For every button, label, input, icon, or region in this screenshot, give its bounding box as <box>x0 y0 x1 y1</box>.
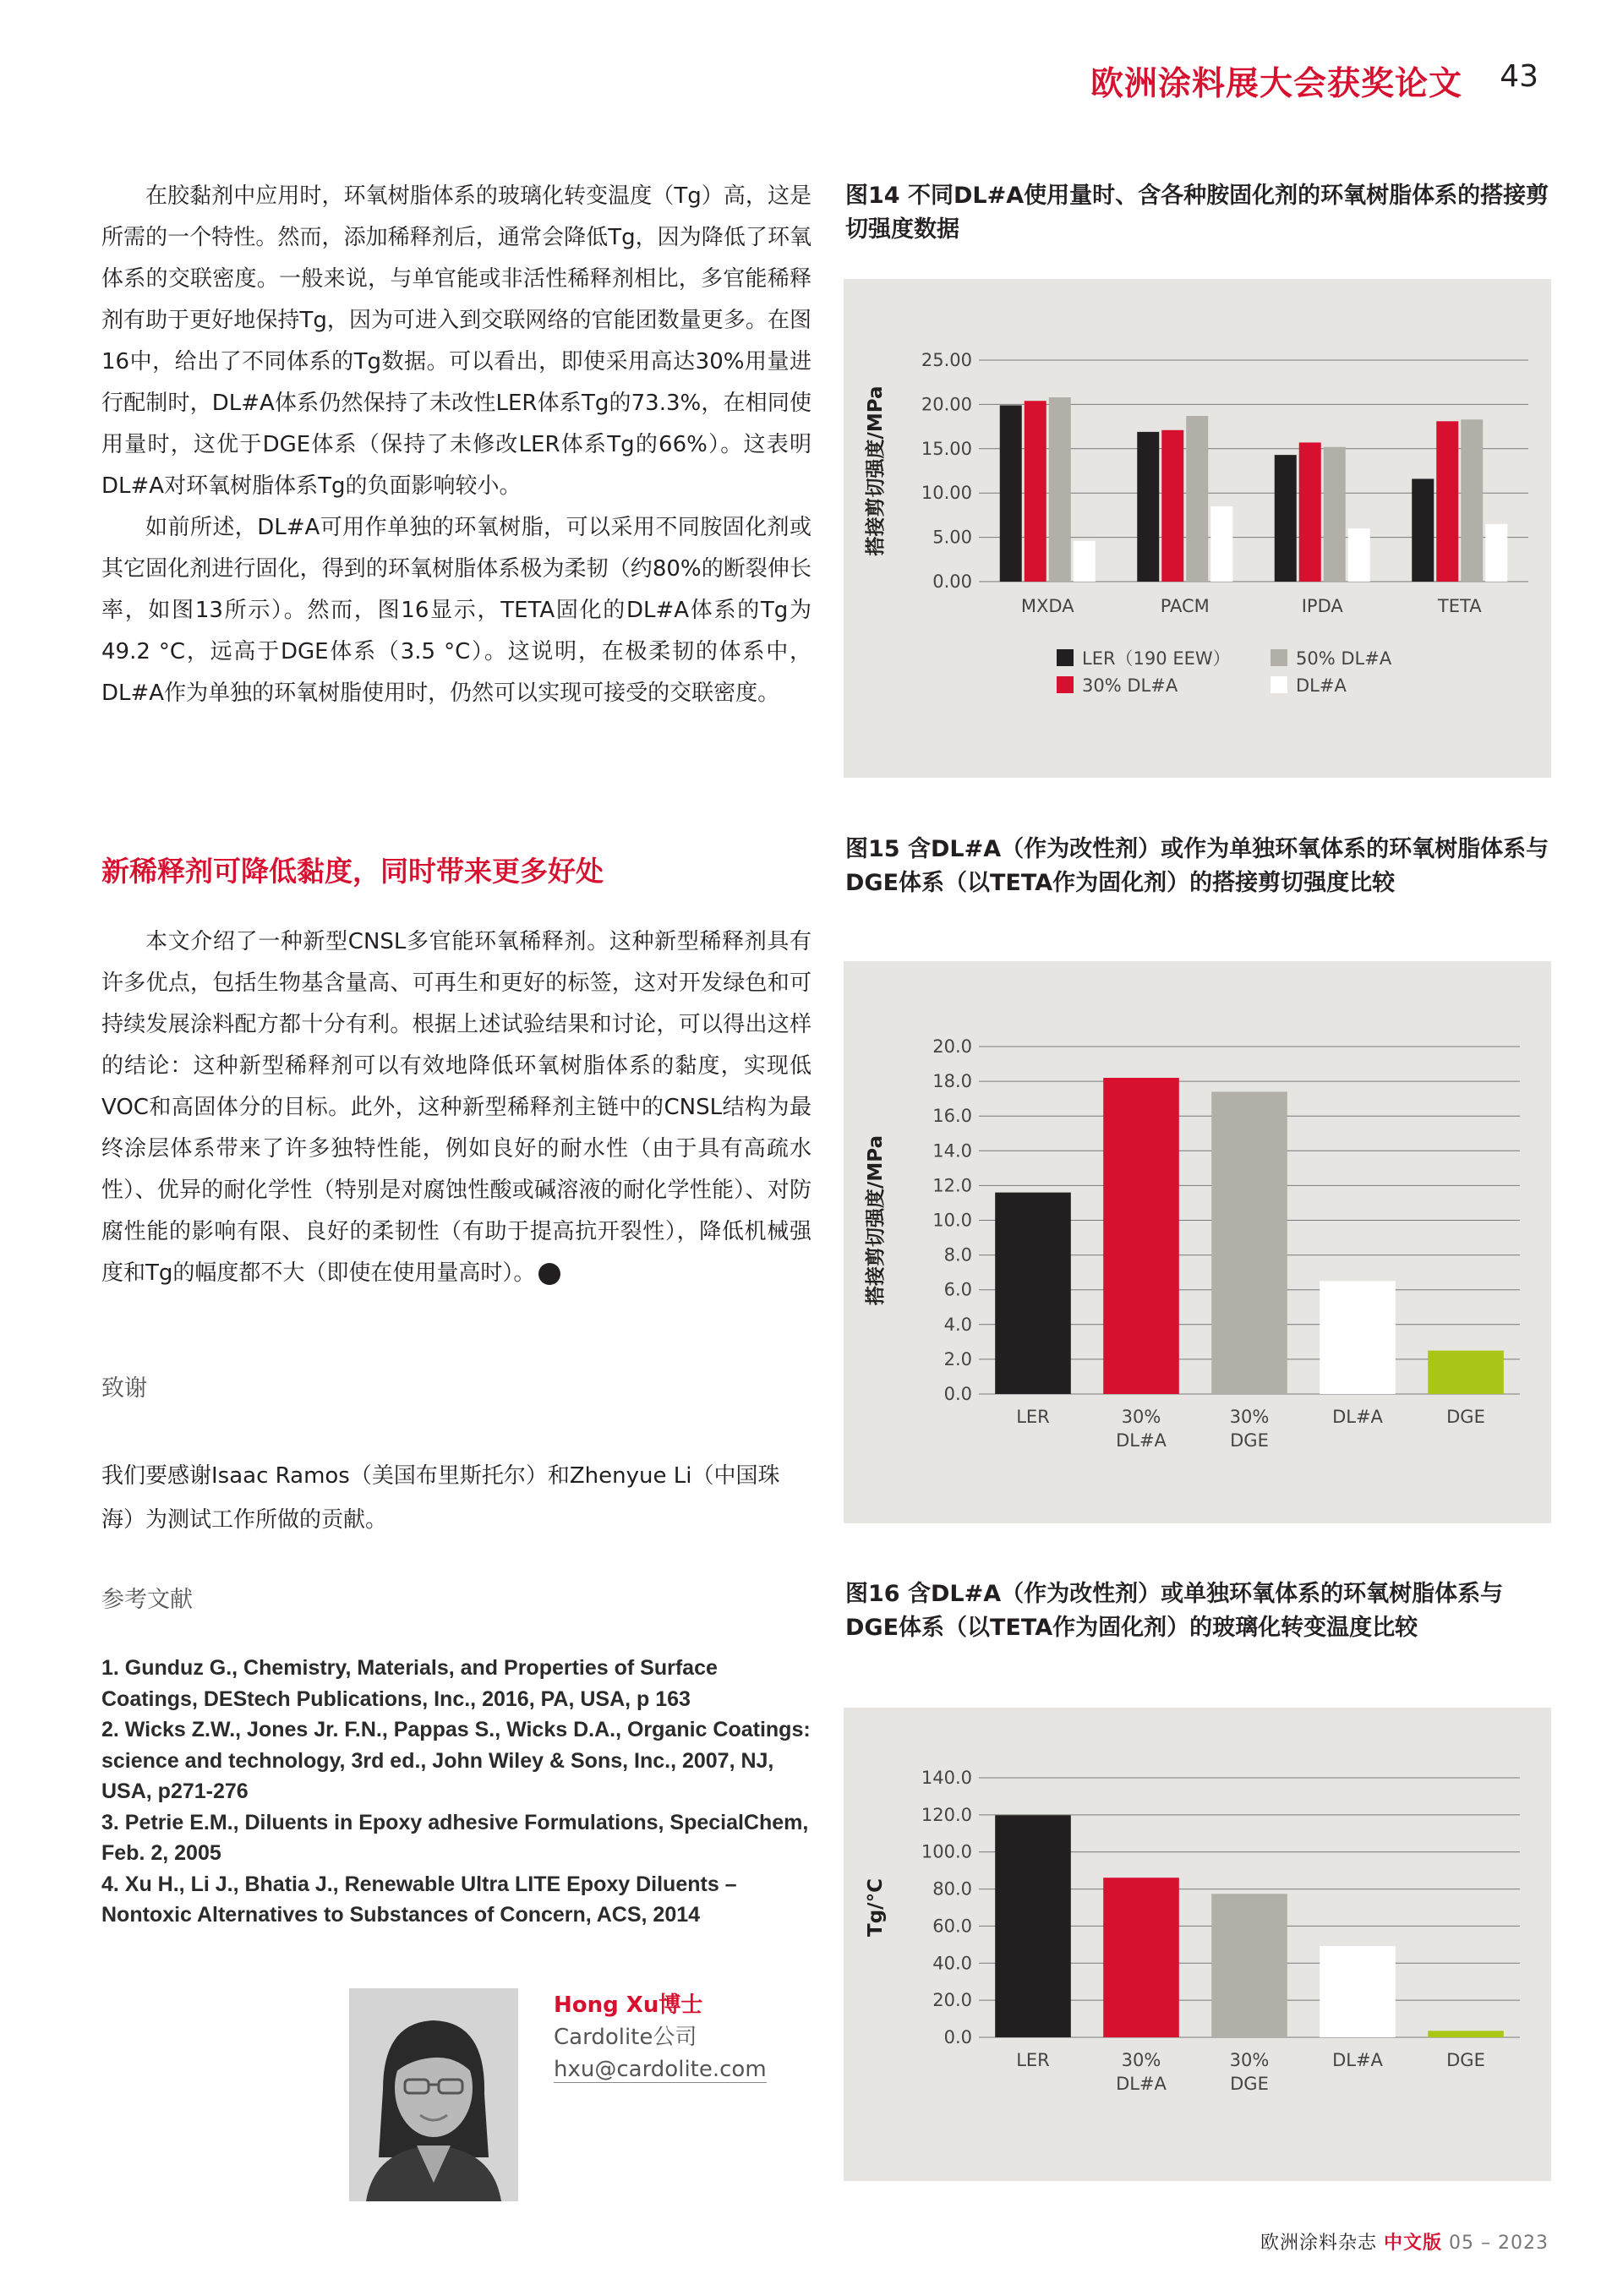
y-tick-label: 8.0 <box>943 1244 972 1266</box>
x-tick-label: LER <box>1016 1407 1050 1427</box>
x-tick-label: 30% <box>1121 2050 1161 2070</box>
legend-label: 30% DL#A <box>1082 675 1178 696</box>
bar <box>1000 405 1022 582</box>
y-tick-label: 140.0 <box>921 1768 972 1788</box>
figure-14-chart <box>844 279 1551 778</box>
x-tick-label: IPDA <box>1301 596 1343 616</box>
bar <box>1161 430 1183 582</box>
bar <box>1348 528 1370 582</box>
y-tick-label: 60.0 <box>932 1916 972 1937</box>
paragraph-1: 在胶黏剂中应用时，环氧树脂体系的玻璃化转变温度（Tg）高，这是所需的一个特性。然而，添加稀释剂后，通常会降低Tg，因为降低了环氧体系的交联密度。一般来说，与单官能或非活性稀释剂相比，多官能稀释剂有助于更好地保持Tg，因为可进入到交联网络的官能团数量更多。在图16中，给出了不同体系的Tg数据。可以看出，即使采用高达30%用量进行配制时，DL#A体系仍然保持了未改性LER体系Tg的73.3%，在相同使用量时，这优于DGE体系（保持了未修改LER体系Tg的66%）。这表明DL#A对环氧树脂体系Tg的负面影响较小。 <box>101 183 812 499</box>
x-tick-label: MXDA <box>1020 596 1074 616</box>
legend-swatch <box>1057 676 1074 693</box>
author-email-link[interactable]: hxu@cardolite.com <box>554 2057 767 2082</box>
page-number: 43 <box>1500 59 1538 94</box>
bar <box>1025 401 1046 582</box>
running-header-title: 欧洲涂料展大会获奖论文 <box>1090 65 1462 103</box>
paragraph-3: 本文介绍了一种新型CNSL多官能环氧稀释剂。这种新型稀释剂具有许多优点，包括生物基含量高、可再生和更好的标签，这对开发绿色和可持续发展涂料配方都十分有利。根据上述试验结果和讨论，可以得出这样的结论：这种新型稀释剂可以有效地降低环氧树脂体系的黏度，实现低VOC和高固体分的目标。此外，这种新型稀释剂主链中的CNSL结构为最终涂层体系带来了许多独特性能，例如良好的耐水性（由于具有高疏水性）、优异的耐化学性（特别是对腐蚀性酸或碱溶液的耐化学性能）、对防腐性能的影响有限、良好的柔韧性（有助于提高抗开裂性），降低机械强度和Tg的幅度都不大（即使在使用量高时）。 <box>101 929 812 1286</box>
bar <box>1324 447 1346 582</box>
figure-15-panel <box>844 961 1551 1523</box>
x-tick-label: LER <box>1016 2050 1050 2070</box>
x-tick-label: DL#A <box>1332 1407 1383 1427</box>
footer <box>1260 2228 1549 2255</box>
legend-swatch <box>1271 676 1287 693</box>
author-company: Cardolite公司 <box>554 2025 697 2050</box>
footer-edition: 中文版 <box>1384 2233 1443 2254</box>
x-tick-label: 30% <box>1229 1407 1270 1427</box>
reference-item: 1. Gunduz G., Chemistry, Materials, and Properties of Surface Coatings, DEStech Publications, Inc., 2016, PA, USA, p 163 <box>101 1656 718 1711</box>
bar <box>995 1815 1071 2037</box>
y-axis-label: 搭接剪切强度/MPa <box>865 385 887 556</box>
y-tick-label: 4.0 <box>943 1314 972 1335</box>
y-tick-label: 0.0 <box>943 1384 972 1404</box>
x-tick-label: DGE <box>1230 2074 1269 2094</box>
legend-label: 50% DL#A <box>1296 648 1392 669</box>
figure-16-chart <box>844 1708 1551 2181</box>
y-tick-label: 100.0 <box>921 1841 972 1862</box>
bar <box>1186 416 1208 582</box>
reference-item: 4. Xu H., Li J., Bhatia J., Renewable Ultra LITE Epoxy Diluents – Nontoxic Alternatives to Substances of Concern, ACS, 2014 <box>101 1872 737 1927</box>
y-tick-label: 10.0 <box>932 1210 972 1231</box>
y-tick-label: 20.0 <box>932 1990 972 2011</box>
footer-issue: 05 – 2023 <box>1449 2233 1549 2254</box>
y-tick-label: 12.0 <box>932 1175 972 1196</box>
bar <box>1428 1351 1504 1394</box>
y-tick-label: 6.0 <box>943 1279 972 1300</box>
bar <box>1436 421 1458 582</box>
bar <box>1103 1078 1179 1394</box>
bar <box>1211 1894 1287 2037</box>
bar <box>1210 506 1232 582</box>
y-axis-label: 搭接剪切强度/MPa <box>865 1134 887 1306</box>
bar <box>1485 524 1507 582</box>
bar <box>1275 455 1297 582</box>
author-photo <box>349 1988 518 2201</box>
y-tick-label: 5.00 <box>932 527 972 548</box>
bar <box>1074 541 1096 582</box>
references-title: 参考文献 <box>101 1587 193 1613</box>
acknowledgement-title: 致谢 <box>101 1375 147 1402</box>
y-tick-label: 20.0 <box>932 1036 972 1057</box>
x-tick-label: 30% <box>1229 2050 1270 2070</box>
figure-14-panel <box>844 279 1551 778</box>
x-tick-label: DGE <box>1446 2050 1485 2070</box>
x-tick-label: DL#A <box>1116 2074 1167 2094</box>
legend-label: DL#A <box>1296 675 1347 696</box>
y-tick-label: 15.00 <box>921 438 972 459</box>
y-tick-label: 0.0 <box>943 2027 972 2047</box>
bar <box>1137 432 1159 582</box>
legend-label: LER（190 EEW） <box>1082 648 1231 669</box>
x-tick-label: DL#A <box>1332 2050 1383 2070</box>
x-tick-label: DL#A <box>1116 1430 1167 1451</box>
figure-16-caption: 图16 含DL#A（作为改性剂）或单独环氧体系的环氧树脂体系与DGE体系（以TETA作为固化剂）的玻璃化转变温度比较 <box>845 1581 1504 1641</box>
y-tick-label: 25.00 <box>921 350 972 370</box>
figure-14-caption: 图14 不同DL#A使用量时、含各种胺固化剂的环氧树脂体系的搭接剪切强度数据 <box>845 183 1549 243</box>
figure-15-chart <box>844 961 1551 1523</box>
legend-swatch <box>1057 649 1074 666</box>
x-tick-label: DGE <box>1230 1430 1269 1451</box>
y-tick-label: 18.0 <box>932 1071 972 1092</box>
bar <box>1103 1878 1179 2037</box>
reference-list <box>101 1653 816 1931</box>
bar <box>1320 1281 1396 1394</box>
bar <box>1428 2031 1504 2037</box>
reference-item: 3. Petrie E.M., Diluents in Epoxy adhesive Formulations, SpecialChem, Feb. 2, 2005 <box>101 1810 809 1865</box>
back-arrow-icon[interactable]: ❮ <box>538 1263 560 1285</box>
author-name: Hong Xu博士 <box>554 1993 703 2018</box>
acknowledgement-text: 我们要感谢Isaac Ramos（美国布里斯托尔）和Zhenyue Li（中国珠海）为测试工作所做的贡献。 <box>101 1463 780 1533</box>
y-tick-label: 80.0 <box>932 1878 972 1900</box>
author-info <box>554 1989 767 2086</box>
bar <box>1320 1946 1396 2037</box>
body-text-top <box>101 176 812 714</box>
y-tick-label: 10.00 <box>921 483 972 504</box>
y-tick-label: 0.00 <box>932 571 972 592</box>
bar <box>1412 478 1434 582</box>
y-tick-label: 120.0 <box>921 1804 972 1825</box>
figure-16-panel <box>844 1708 1551 2181</box>
body-text-conclusion <box>101 921 812 1294</box>
figure-15-caption: 图15 含DL#A（作为改性剂）或作为单独环氧体系的环氧树脂体系与DGE体系（以TETA作为固化剂）的搭接剪切强度比较 <box>845 836 1549 896</box>
y-tick-label: 40.0 <box>932 1953 972 1974</box>
y-tick-label: 2.0 <box>943 1348 972 1369</box>
y-tick-label: 20.00 <box>921 394 972 415</box>
y-axis-label: Tg/°C <box>865 1878 887 1937</box>
x-tick-label: TETA <box>1437 596 1482 616</box>
y-tick-label: 16.0 <box>932 1106 972 1127</box>
x-tick-label: PACM <box>1160 596 1210 616</box>
footer-magazine: 欧洲涂料杂志 <box>1260 2233 1378 2254</box>
x-tick-label: 30% <box>1121 1407 1161 1427</box>
bar <box>1299 442 1321 582</box>
reference-item: 2. Wicks Z.W., Jones Jr. F.N., Pappas S., Wicks D.A., Organic Coatings: science and technology, 3rd ed., John Wiley & Sons, Inc., 2007, NJ, USA, p271-276 <box>101 1718 811 1803</box>
bar <box>1049 397 1071 582</box>
paragraph-2: 如前所述，DL#A可用作单独的环氧树脂，可以采用不同胺固化剂或其它固化剂进行固化，得到的环氧树脂体系极为柔韧（约80%的断裂伸长率，如图13所示）。然而，图16显示，TETA固化的DL#A体系的Tg为49.2 °C，远高于DGE体系（3.5 °C）。这说明，在极柔韧的体系中，DL#A作为单独的环氧树脂使用时，仍然可以实现可接受的交联密度。 <box>101 515 812 706</box>
bar <box>995 1193 1071 1394</box>
bar <box>1461 419 1483 582</box>
y-tick-label: 14.0 <box>932 1140 972 1162</box>
bar <box>1211 1091 1287 1394</box>
x-tick-label: DGE <box>1446 1407 1485 1427</box>
section-title: 新稀释剂可降低黏度，同时带来更多好处 <box>101 855 604 888</box>
legend-swatch <box>1271 649 1287 666</box>
